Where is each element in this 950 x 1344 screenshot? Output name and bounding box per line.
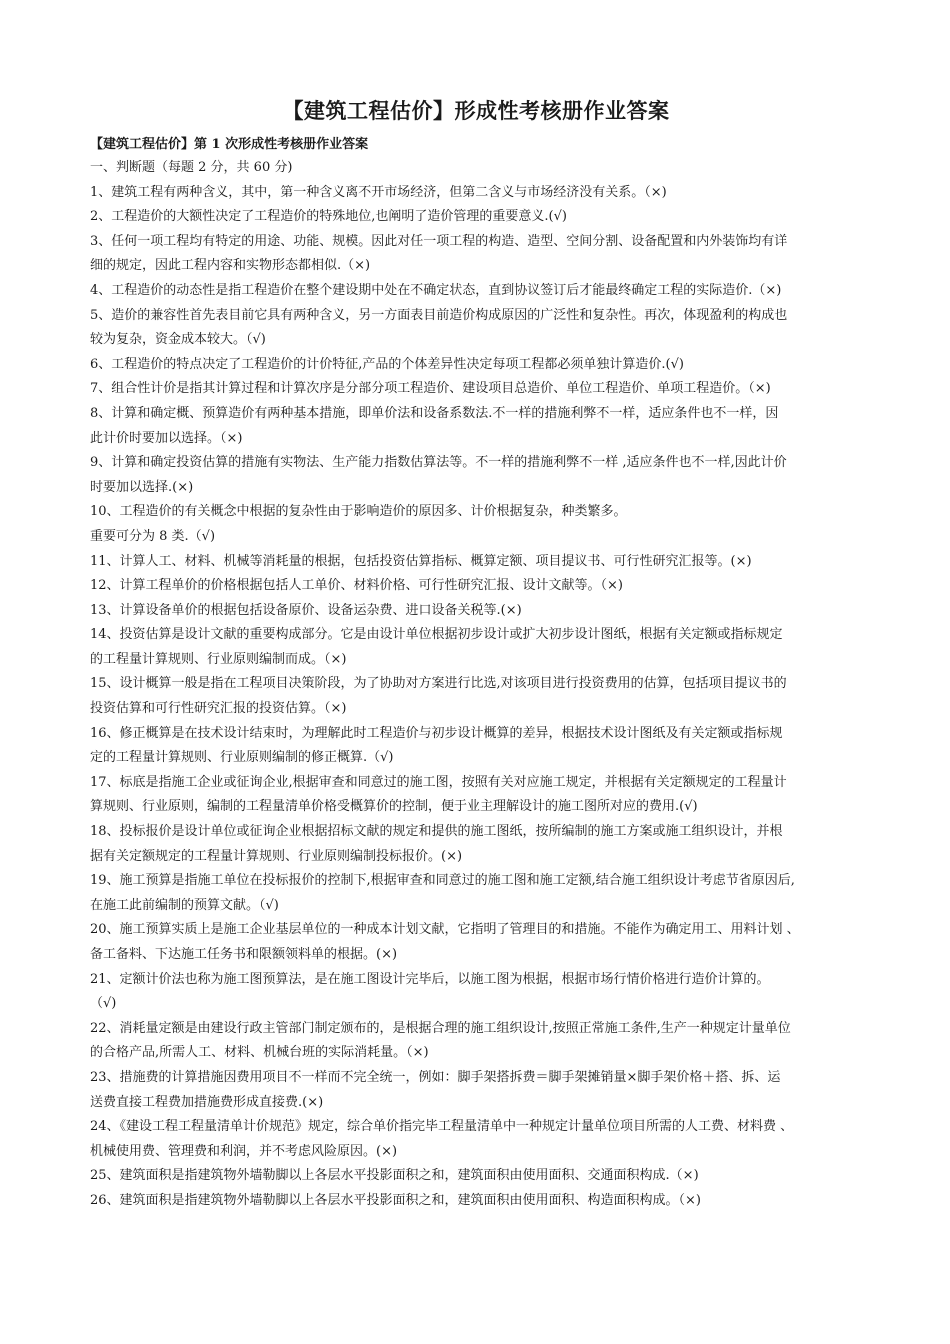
question-item [90, 574, 862, 599]
question-line: 细的规定，因此工程内容和实物形态都相似.（×) [90, 258, 371, 274]
question-line: 时要加以选择.(×) [90, 479, 194, 495]
question-line: 6、工程造价的特点决定了工程造价的计价特征,产品的个体差异性决定每项工程都必须单独计算造价.(√) [90, 356, 684, 372]
question-line: 机械使用费、管理费和利润，并不考虑风险原因。(×) [90, 1143, 398, 1159]
question-line: 重要可分为 8 类.（√) [90, 528, 216, 544]
question-item [90, 377, 862, 402]
question-line: 据有关定额规定的工程量计算规则、行业原则编制投标报价。(×) [90, 848, 463, 864]
question-item [90, 968, 862, 1017]
question-line: 8、计算和确定概、预算造价有两种基本措施，即单价法和设备系数法.不一样的措施利弊不一样，适应条件也不一样，因 [90, 405, 779, 421]
question-line: 算规则、行业原则，编制的工程量清单价格受概算价的控制，便于业主理解设计的施工图所对应的费用.(√) [90, 799, 698, 815]
question-item [90, 500, 862, 549]
question-line: 3、任何一项工程均有特定的用途、功能、规模。因此对任一项工程的构造、造型、空间分割、设备配置和内外装饰均有详 [90, 233, 788, 249]
question-line: 24、《建设工程工程量清单计价规范》规定，综合单价指完毕工程量清单中一种规定计量单位项目所需的人工费、材料费 、 [90, 1119, 794, 1135]
section-subtitle: 【建筑工程估价】第 1 次形成性考核册作业答案 [90, 137, 369, 152]
question-list [90, 181, 862, 1214]
question-line: 14、投资估算是设计文献的重要构成部分。它是由设计单位根据初步设计或扩大初步设计图纸，根据有关定额或指标规定 [90, 627, 783, 643]
question-item [90, 205, 862, 230]
question-item [90, 722, 862, 771]
question-line: 5、造价的兼容性首先表目前它具有两种含义，另一方面表目前造价构成原因的广泛性和复杂性。再次，体现盈利的构成也 [90, 307, 788, 323]
question-item [90, 771, 862, 820]
question-line: 22、消耗量定额是由建设行政主管部门制定颁布的，是根据合理的施工组织设计,按照正常施工条件,生产一种规定计量单位 [90, 1020, 791, 1036]
question-item [90, 1066, 862, 1115]
question-line: （√) [90, 996, 117, 1012]
question-line: 送费直接工程费加措施费形成直接费.(×) [90, 1094, 324, 1110]
question-item [90, 869, 862, 918]
question-item [90, 820, 862, 869]
question-line: 4、工程造价的动态性是指工程造价在整个建设期中处在不确定状态，直到协议签订后才能最终确定工程的实际造价.（×) [90, 282, 782, 298]
question-line: 19、施工预算是指施工单位在投标报价的控制下,根据审查和同意过的施工图和施工定额,结合施工组织设计考虑节省原因后, [90, 873, 795, 889]
question-line: 21、定额计价法也称为施工图预算法，是在施工图设计完毕后，以施工图为根据，根据市场行情价格进行造价计算的。 [90, 971, 770, 987]
question-line: 此计价时要加以选择。（×) [90, 430, 243, 446]
question-item [90, 623, 862, 672]
question-line: 1、建筑工程有两种含义，其中，第一种含义离不开市场经济，但第二含义与市场经济没有关系。（×) [90, 184, 667, 200]
question-line: 15、设计概算一般是指在工程项目决策阶段，为了协助对方案进行比选,对该项目进行投资费用的估算，包括项目提议书的 [90, 676, 787, 692]
question-line: 的工程量计算规则、行业原则编制而成。（×) [90, 651, 347, 667]
question-item [90, 1164, 862, 1189]
question-line: 9、计算和确定投资估算的措施有实物法、生产能力指数估算法等。不一样的措施利弊不一样 ,适应条件也不一样,因此计价 [90, 455, 787, 471]
question-item [90, 279, 862, 304]
question-item [90, 1017, 862, 1066]
question-line: 投资估算和可行性研究汇报的投资估算。（×) [90, 701, 347, 717]
question-line: 较为复杂，资金成本较大。（√) [90, 332, 266, 348]
question-line: 定的工程量计算规则、行业原则编制的修正概算.（√) [90, 750, 394, 766]
question-line: 16、修正概算是在技术设计结束时，为理解此时工程造价与初步设计概算的差异，根据技术设计图纸及有关定额或指标规 [90, 725, 783, 741]
question-line: 17、标底是指施工企业或征询企业,根据审查和同意过的施工图，按照有关对应施工规定，并根据有关定额规定的工程量计 [90, 774, 787, 790]
question-item [90, 1189, 862, 1214]
question-item [90, 181, 862, 206]
question-item [90, 672, 862, 721]
question-item [90, 402, 862, 451]
document-title: 【建筑工程估价】形成性考核册作业答案 [282, 99, 670, 123]
question-item [90, 304, 862, 353]
question-item [90, 550, 862, 575]
section-heading: 一、判断题（每题 2 分，共 60 分) [90, 160, 293, 175]
question-item [90, 1115, 862, 1164]
question-item [90, 451, 862, 500]
question-line: 18、投标报价是设计单位或征询企业根据招标文献的规定和提供的施工图纸，按所编制的施工方案或施工组织设计，并根 [90, 824, 783, 840]
question-item [90, 599, 862, 624]
question-line: 23、措施费的计算措施因费用项目不一样而不完全统一，例如：脚手架搭拆费＝脚手架摊销量×脚手架价格＋搭、拆、运 [90, 1069, 781, 1085]
question-line: 25、建筑面积是指建筑物外墙勒脚以上各层水平投影面积之和，建筑面积由使用面积、交通面积构成.（×) [90, 1168, 699, 1184]
question-line: 7、组合性计价是指其计算过程和计算次序是分部分项工程造价、建设项目总造价、单位工程造价、单项工程造价。（×) [90, 381, 771, 397]
question-line: 12、计算工程单价的价格根据包括人工单价、材料价格、可行性研究汇报、设计文献等。（×) [90, 578, 624, 594]
question-line: 备工备料、下达施工任务书和限额领料单的根据。(×) [90, 947, 398, 962]
question-item [90, 353, 862, 378]
question-line: 在施工此前编制的预算文献。（√) [90, 897, 279, 913]
question-line: 26、建筑面积是指建筑物外墙勒脚以上各层水平投影面积之和，建筑面积由使用面积、构造面积构成。（×) [90, 1192, 702, 1208]
question-line: 的合格产品,所需人工、材料、机械台班的实际消耗量。（×) [90, 1045, 429, 1061]
question-line: 13、计算设备单价的根据包括设备原价、设备运杂费、进口设备关税等.(×) [90, 602, 522, 618]
question-line: 20、施工预算实质上是施工企业基层单位的一种成本计划文献，它指明了管理目的和措施。不能作为确定用工、用料计划 、 [90, 922, 800, 938]
question-line: 10、工程造价的有关概念中根据的复杂性由于影响造价的原因多、计价根据复杂，种类繁多。 [90, 504, 627, 520]
question-item [90, 230, 862, 279]
question-item [90, 918, 862, 967]
question-line: 2、工程造价的大额性决定了工程造价的特殊地位,也阐明了造价管理的重要意义.(√) [90, 209, 567, 225]
question-line: 11、计算人工、材料、机械等消耗量的根据，包括投资估算指标、概算定额、项目提议书、可行性研究汇报等。(×) [90, 553, 752, 569]
